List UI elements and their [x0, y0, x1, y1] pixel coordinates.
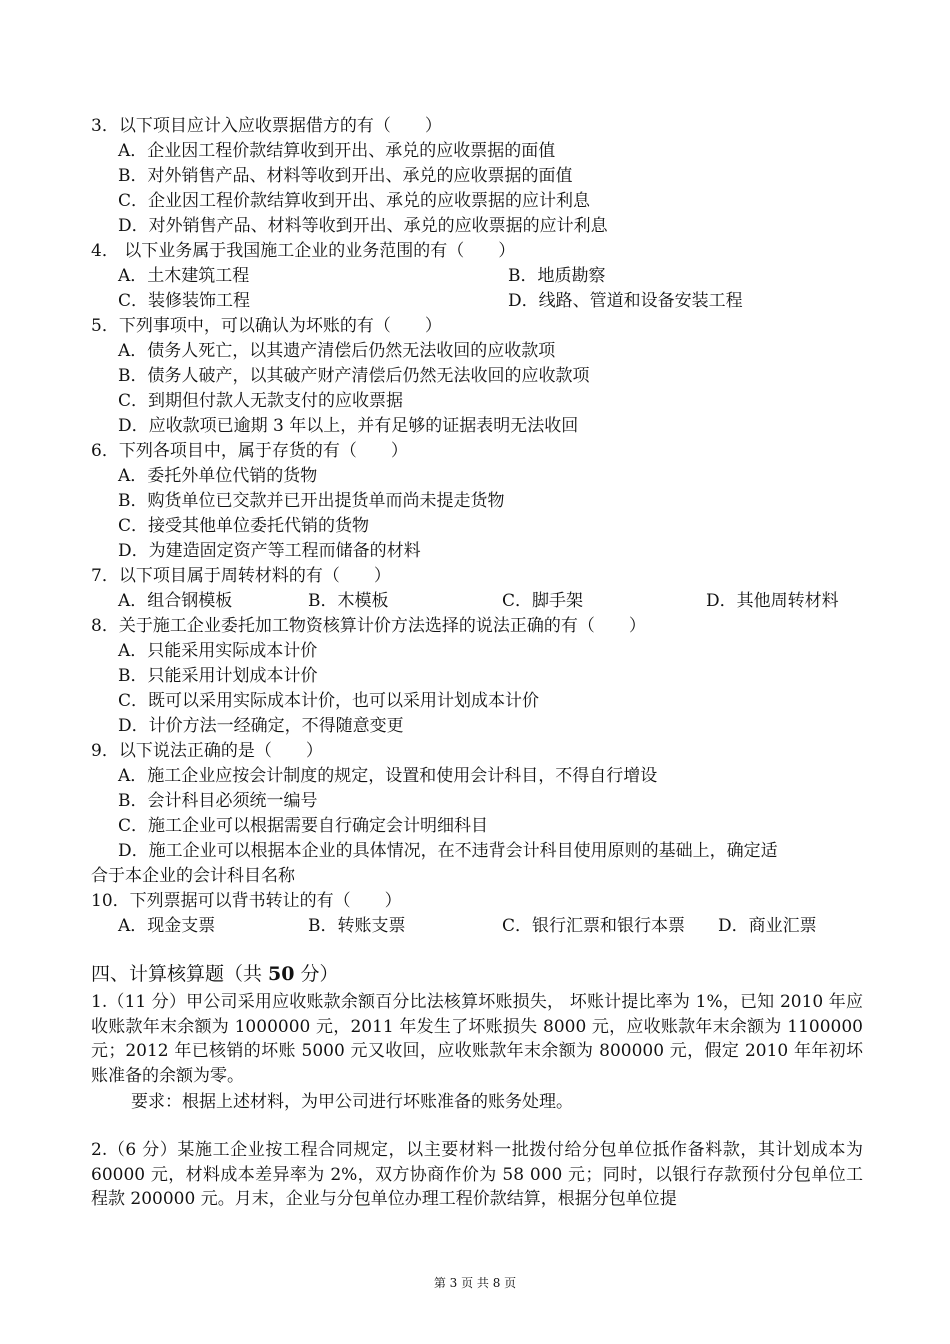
section-4-heading-suffix: 分）: [294, 963, 339, 985]
question-7-option-d: D．其他周转材料: [706, 591, 839, 611]
question-5-option-b: B．债务人破产，以其破产财产清偿后仍然无法收回的应收款项: [118, 366, 590, 386]
section-4-heading-points: 50: [268, 963, 295, 985]
question-10-option-d: D．商业汇票: [718, 916, 817, 936]
question-7-stem: 7．以下项目属于周转材料的有（ ）: [91, 566, 391, 586]
question-3-option-a: A．企业因工程价款结算收到开出、承兑的应收票据的面值: [118, 141, 556, 161]
problem-1-requirement: 要求：根据上述材料，为甲公司进行坏账准备的账务处理。: [131, 1092, 573, 1112]
section-4-heading: [91, 961, 339, 987]
question-3-option-d: D．对外销售产品、材料等收到开出、承兑的应收票据的应计利息: [118, 216, 608, 236]
question-9-option-a: A．施工企业应按会计制度的规定，设置和使用会计科目，不得自行增设: [118, 766, 658, 786]
question-7-option-c: C．脚手架: [502, 591, 584, 611]
question-5-stem: 5．下列事项中，可以确认为坏账的有（ ）: [91, 316, 442, 336]
question-8-option-d: D．计价方法一经确定，不得随意变更: [118, 716, 404, 736]
question-9-option-d: D．施工企业可以根据本企业的具体情况，在不违背会计科目使用原则的基础上，确定适: [118, 841, 778, 861]
question-8-option-a: A．只能采用实际成本计价: [118, 641, 318, 661]
question-9-stem: 9．以下说法正确的是（ ）: [91, 741, 323, 761]
question-3-stem: 3．以下项目应计入应收票据借方的有（ ）: [91, 116, 442, 136]
question-9-option-b: B．会计科目必须统一编号: [118, 791, 318, 811]
question-4-option-b: B．地质勘察: [508, 266, 606, 286]
question-9-option-d-continued: 合于本企业的会计科目名称: [91, 866, 295, 886]
question-10-option-b: B．转账支票: [308, 916, 406, 936]
question-9-option-c: C．施工企业可以根据需要自行确定会计明细科目: [118, 816, 489, 836]
question-10-option-a: A．现金支票: [118, 916, 216, 936]
question-5-option-c: C．到期但付款人无款支付的应收票据: [118, 391, 404, 411]
question-3-option-c: C．企业因工程价款结算收到开出、承兑的应收票据的应计利息: [118, 191, 591, 211]
question-6-option-a: A．委托外单位代销的货物: [118, 466, 318, 486]
question-8-stem: 8．关于施工企业委托加工物资核算计价方法选择的说法正确的有（ ）: [91, 616, 646, 636]
question-7-option-a: A．组合钢模板: [118, 591, 233, 611]
question-6-stem: 6．下列各项目中，属于存货的有（ ）: [91, 441, 408, 461]
question-4-option-d: D．线路、管道和设备安装工程: [508, 291, 743, 311]
question-4-option-a: A．土木建筑工程: [118, 266, 250, 286]
question-3-option-b: B．对外销售产品、材料等收到开出、承兑的应收票据的面值: [118, 166, 573, 186]
section-4-heading-prefix: 四、计算核算题（共: [91, 963, 269, 985]
question-5-option-d: D．应收款项已逾期 3 年以上，并有足够的证据表明无法收回: [118, 416, 579, 436]
question-8-option-b: B．只能采用计划成本计价: [118, 666, 318, 686]
question-4-option-c: C．装修装饰工程: [118, 291, 251, 311]
question-10-stem: 10．下列票据可以背书转让的有（ ）: [91, 891, 402, 911]
problem-2-text: 2.（6 分）某施工企业按工程合同规定，以主要材料一批拨付给分包单位抵作备料款，其计划成本为 60000 元，材料成本差异率为 2%，双方协商作价为 58 000 元；同时，以银行存款预付分包单位工程款 200000 元。月末，企业与分包单位办理工程价款结算，根据分包单位提: [91, 1140, 863, 1209]
question-10-option-c: C．银行汇票和银行本票: [502, 916, 686, 936]
question-6-option-b: B．购货单位已交款并已开出提货单而尚未提走货物: [118, 491, 505, 511]
question-5-option-a: A．债务人死亡，以其遗产清偿后仍然无法收回的应收款项: [118, 341, 556, 361]
question-8-option-c: C．既可以采用实际成本计价，也可以采用计划成本计价: [118, 691, 540, 711]
question-4-stem: 4． 以下业务属于我国施工企业的业务范围的有（ ）: [91, 241, 516, 261]
problem-1-text: 1.（11 分）甲公司采用应收账款余额百分比法核算坏账损失， 坏账计提比率为 1%，已知 2010 年应收账款年末余额为 1000000 元，2011 年发生了坏账损失 8000 元，应收账款年末余额为 1100000 元；2012 年已核销的坏账 5000 元又收回，应收账款年末余额为 800000 元，假定 2010 年年初坏账准备的余额为零。: [91, 992, 863, 1086]
question-7-option-b: B．木模板: [308, 591, 389, 611]
page-footer: 第 3 页 共 8 页: [433, 1276, 517, 1290]
question-6-option-d: D．为建造固定资产等工程而储备的材料: [118, 541, 421, 561]
question-6-option-c: C．接受其他单位委托代销的货物: [118, 516, 370, 536]
